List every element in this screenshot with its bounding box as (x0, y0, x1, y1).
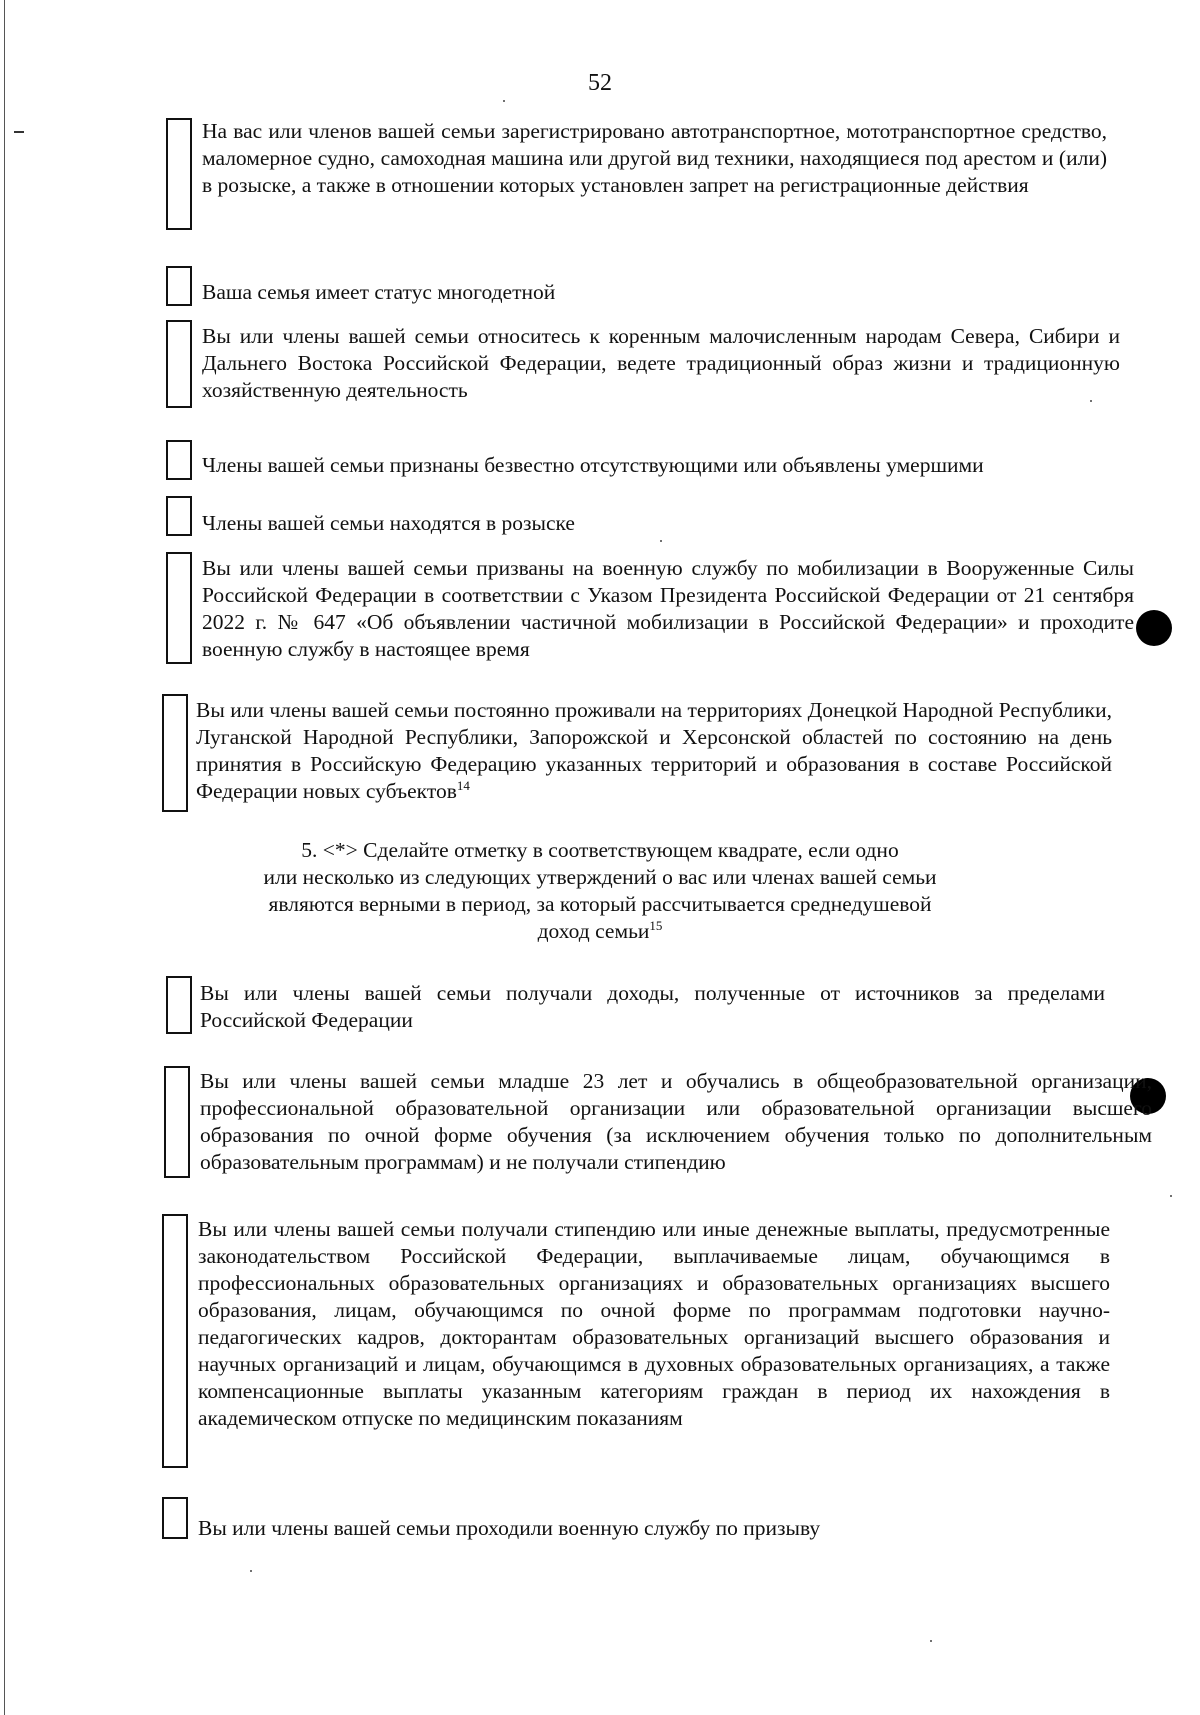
item-text (196, 697, 1112, 805)
checkbox-indigenous[interactable] (166, 320, 192, 408)
item-text: Вы или члены вашей семьи младше 23 лет и обучались в общеобразовательной организации, профессиональной образовательной организации или образовательной организации высшего образования по очной форме обучения (за исключением обучения только по дополнительным образовательным программам) и не получали стипендию (200, 1069, 1152, 1174)
scan-speck (1170, 1195, 1172, 1197)
item-text: Вы или члены вашей семьи призваны на военную службу по мобилизации в Вооруженные Силы Российской Федерации в соответствии с Указом Президента Российской Федерации от 21 сентября 2022 г. № 647 «Об объявлении частичной мобилизации в Российской Федерации» и проходите военную службу в настоящее время (202, 556, 1134, 661)
item-text: Вы или члены вашей семьи проходили военную службу по призыву (198, 1516, 821, 1540)
item-text: Члены вашей семьи признаны безвестно отсутствующими или объявлены умершими (202, 453, 984, 477)
footnote-ref: 14 (456, 777, 470, 793)
item-text: Члены вашей семьи находятся в розыске (202, 511, 575, 535)
scan-speck (660, 540, 662, 542)
margin-mark (14, 131, 24, 133)
checkbox-wanted[interactable] (166, 496, 192, 536)
checkbox-foreign-income[interactable] (166, 976, 192, 1034)
section-5-heading (200, 837, 1000, 945)
checkbox-mobilization[interactable] (166, 552, 192, 664)
punch-hole (1136, 610, 1172, 646)
checkbox-new-territories[interactable] (162, 694, 188, 812)
item-text: Вы или члены вашей семьи получали стипендию или иные денежные выплаты, предусмотренные законодательством Российской Федерации, выплачиваемые лицам, обучающимся в профессиональных образовательных организациях и образовательных организациях высшего образования, лицам, обучающимся по очной форме по программам подготовки научно-педагогических кадров, докторантам образовательных организаций высшего образования и научных организаций и лицам, обучающимся в духовных образовательных организациях, а также компенсационные выплаты указанным категориям граждан в период их нахождения в академическом отпуске по медицинским показаниям (198, 1217, 1110, 1430)
checkbox-missing-deceased[interactable] (166, 440, 192, 480)
scan-speck (503, 100, 505, 102)
page-number: 52 (588, 70, 612, 96)
section-5-line: 5. <*> Сделайте отметку в соответствующем квадрате, если одно (301, 838, 899, 862)
item-text-body: Вы или члены вашей семьи постоянно проживали на территориях Донецкой Народной Республики, Луганской Народной Республики, Запорожской и Херсонской областей по состоянию на день принятия в Российскую Федерацию указанных территорий и образования в составе Российской Федерации новых субъектов (196, 698, 1112, 803)
checkbox-student-no-stipend[interactable] (164, 1066, 190, 1178)
section-5-line: являются верными в период, за который рассчитывается среднедушевой (268, 892, 932, 916)
scan-speck (930, 1640, 932, 1642)
checkbox-large-family[interactable] (166, 266, 192, 306)
item-text: На вас или членов вашей семьи зарегистрировано автотранспортное, мототранспортное средство, маломерное судно, самоходная машина или другой вид техники, находящиеся под арестом и (или) в розыске, а также в отношении которых установлен запрет на регистрационные действия (202, 119, 1107, 197)
item-text: Вы или члены вашей семьи получали доходы, полученные от источников за пределами Российской Федерации (200, 981, 1105, 1032)
checkbox-conscription[interactable] (162, 1497, 188, 1539)
item-text: Ваша семья имеет статус многодетной (202, 280, 556, 304)
item-text: Вы или члены вашей семьи относитесь к коренным малочисленным народам Севера, Сибири и Дальнего Востока Российской Федерации, ведете традиционный образ жизни и традиционную хозяйственную деятельность (202, 324, 1120, 402)
section-5-line-text: доход семьи (537, 919, 650, 943)
section-5-line (200, 918, 1000, 945)
scan-speck (250, 1570, 252, 1572)
checkbox-arrested-vehicle[interactable] (166, 118, 192, 230)
checkbox-stipend[interactable] (162, 1214, 188, 1468)
section-5-line: или несколько из следующих утверждений о вас или членах вашей семьи (263, 865, 937, 889)
footnote-ref: 15 (649, 917, 663, 933)
scan-edge-line (4, 0, 5, 1715)
